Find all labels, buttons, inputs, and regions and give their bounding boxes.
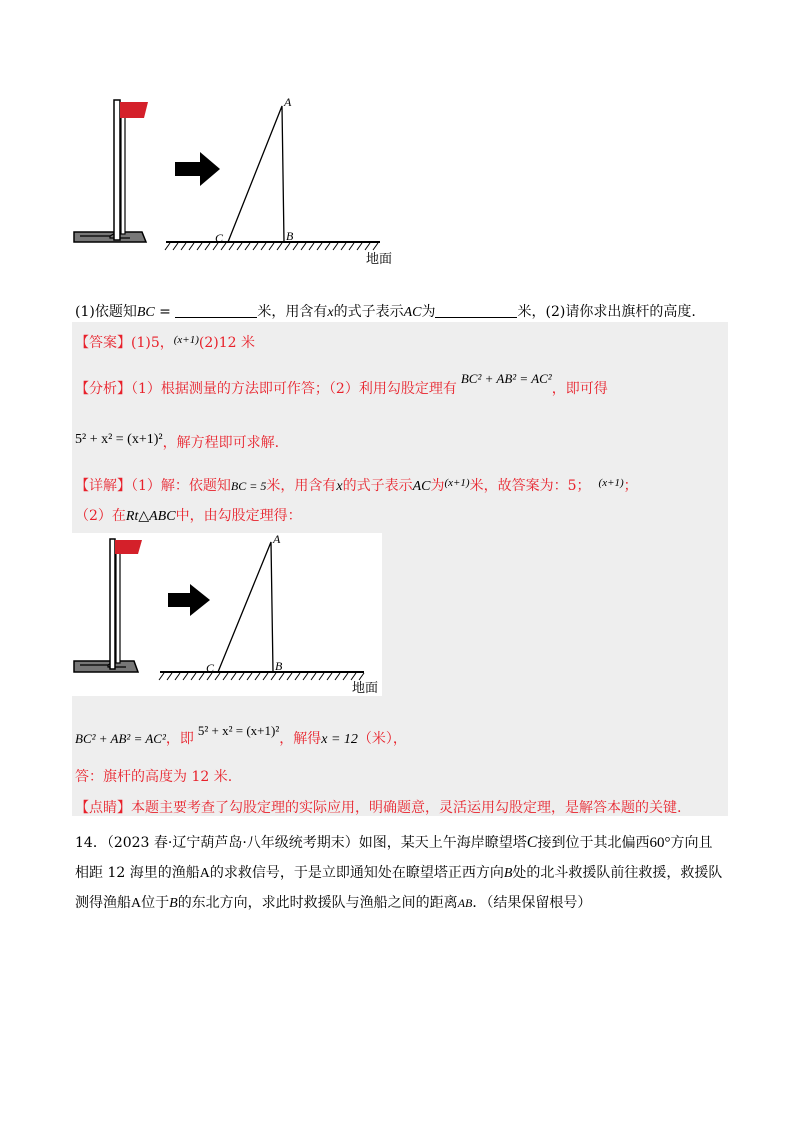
answer-blank-1[interactable]: [175, 303, 257, 318]
analysis-line-2: 5² + x² = (x+1)²，解方程即可求解.: [75, 432, 280, 451]
analysis-tag: 【分析】: [75, 381, 131, 397]
ground-label: 地面: [366, 252, 393, 267]
arrow-right-icon: [168, 584, 210, 616]
triangle-abc: [218, 542, 273, 672]
remark-tag: 【点睛】: [75, 800, 131, 816]
question-line: (1)依题知BC = 米，用含有x的式子表示AC为 米，(2)请你求出旗杆的高度.: [75, 304, 696, 320]
detail-conclusion: 答：旗杆的高度为 12 米.: [75, 769, 233, 785]
flag: [120, 102, 148, 118]
arrow-right-icon: [175, 152, 220, 186]
answer-line: 【答案】(1)5，$^{(x+1)}$(2)12 米: [75, 334, 255, 351]
answer-blank-2[interactable]: [435, 303, 517, 318]
q14-line-3: 测得渔船A位于B的东北方向，求此时救援队与渔船之间的距离AB．（结果保留根号）: [75, 895, 592, 911]
flagpole: [110, 539, 115, 669]
q14-line-1: 14．（2023 春·辽宁葫芦岛·八年级统考期末）如图，某天上午海岸瞭望塔C接到位于其北偏西60°方向且: [75, 834, 713, 851]
remark-line: 【点睛】本题主要考查了勾股定理的实际应用，明确题意，灵活运用勾股定理，是解答本题的关键.: [75, 800, 682, 816]
ground-hatching: [159, 673, 364, 680]
label-a: A: [284, 95, 292, 109]
ground-label: 地面: [352, 681, 379, 696]
label-b: B: [275, 659, 283, 673]
flagpole-diagram-2: [72, 533, 382, 696]
answer-tag: 【答案】: [75, 335, 131, 351]
label-b: B: [286, 229, 294, 243]
label-a: A: [273, 533, 281, 546]
label-c: C: [215, 231, 224, 245]
triangle-abc: [228, 106, 284, 242]
detail-tag: 【详解】: [75, 478, 131, 494]
flagpole-diagram: [70, 90, 400, 270]
detail-line-3: BC² + AB² = AC²，即5² + x² = (x+1)²，解得x = 12（米），: [75, 723, 407, 747]
flag: [115, 540, 142, 554]
detail-line-1: 【详解】（1）解：依题知BC = 5米，用含有x的式子表示AC为$^{(x+1)}$米，故答案为：5； $^{(x+1)}$；: [75, 477, 638, 494]
flagpole: [114, 100, 120, 240]
ground-hatching: [165, 243, 378, 250]
analysis-line: 【分析】（1）根据测量的方法即可作答；（2）利用勾股定理有BC² + AB² = AC²，即可得: [75, 371, 608, 397]
figure-flagpole-1: [70, 90, 400, 270]
label-c: C: [206, 661, 215, 675]
detail-line-2: （2）在Rt△ABC中，由勾股定理得：: [75, 508, 302, 524]
figure-flagpole-2: [72, 533, 382, 696]
q14-line-2: 相距 12 海里的渔船A的求救信号，于是立即通知处在瞭望塔正西方向B处的北斗救援队前往救援，救援队: [75, 865, 723, 881]
flagpole-base: [74, 661, 138, 672]
